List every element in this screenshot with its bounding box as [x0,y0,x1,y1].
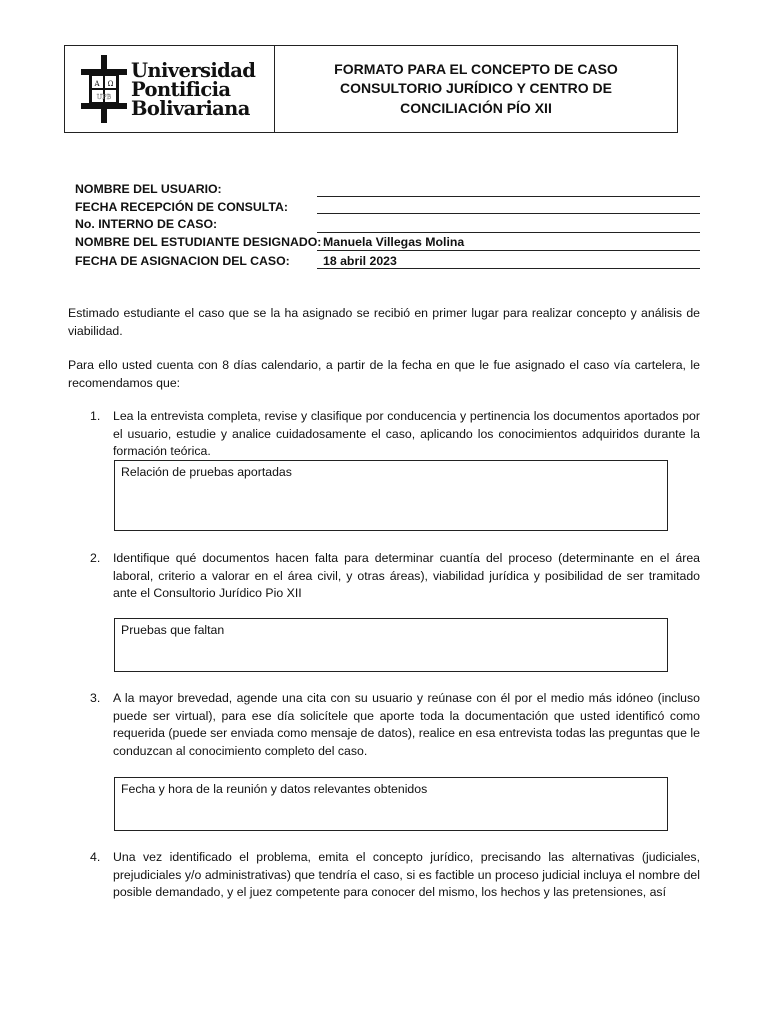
fecha-recepcion-field[interactable] [317,213,700,214]
logo-line-1: Universidad [131,58,256,82]
pruebas-faltan-box[interactable] [114,618,668,672]
list-item-text: Identifique qué documentos hacen falta para determinar cuantía del proceso (determinante en el área laboral, criterio a valorar en el área civil, y otras áreas), viabilidad jurídica y posibilidad de ser tramitado ante el Consultorio Jurídico Pio XII [113,551,700,600]
logo-line-2: Pontificia [131,77,231,101]
intro-paragraph: Estimado estudiante el caso que se la ha asignado se recibió en primer lugar para realizar concepto y análisis de viabilidad. [68,306,700,338]
usuario-field[interactable] [317,196,700,197]
university-logo [65,46,275,132]
list-item-text: A la mayor brevedad, agende una cita con su usuario y reúnase con él por el medio más idóneo (incluso puede ser virtual), para ese día solicítele que aporte toda la documentación que usted identificó como requerida (puede ser enviada como mensaje de datos), realice en esa entrevista todas las preguntas que le conduzcan al conocimiento completo del caso. [113,691,700,758]
list-item [90,550,700,603]
pruebas-faltan-label: Pruebas que faltan [121,623,225,637]
document-header [64,45,678,133]
usuario-label: NOMBRE DEL USUARIO: [75,182,222,196]
list-item [90,408,700,461]
logo-line-3: Bolivariana [131,96,250,120]
list-item [90,849,700,902]
university-name [131,58,256,120]
list-item-number: 1. [90,409,101,423]
university-emblem-icon [81,55,127,123]
list-item [90,690,700,760]
list-item-text: Una vez identificado el problema, emita el concepto jurídico, precisando las alternativas (judiciales, prejudiciales y/o administrativas) que tendría el caso, si es factible un proceso judicial incluya el nombre del posible demandado, y el juez competente para conocer del mismo, los hechos y las pretensiones, así [113,850,700,899]
asignacion-value[interactable]: 18 abril 2023 [323,254,397,268]
estudiante-value[interactable]: Manuela Villegas Molina [323,235,465,249]
emblem-upb: UPB [96,93,112,101]
interno-label: No. INTERNO DE CASO: [75,217,218,231]
interno-field[interactable] [317,232,700,233]
estudiante-label: NOMBRE DEL ESTUDIANTE DESIGNADO: [75,235,322,249]
list-item-number: 3. [90,691,101,705]
reunion-label: Fecha y hora de la reunión y datos relevantes obtenidos [121,782,428,796]
plazo-paragraph: Para ello usted cuenta con 8 días calendario, a partir de la fecha en que le fue asignado el caso vía cartelera, le recomendamos que: [68,358,700,390]
list-item-number: 2. [90,551,101,565]
title-line-2: CONSULTORIO JURÍDICO Y CENTRO DE [340,80,612,97]
title-line-3: CONCILIACIÓN PÍO XII [400,99,552,116]
emblem-omega: Ω [107,80,114,88]
reunion-box[interactable] [114,777,668,831]
fecha-recepcion-label: FECHA RECEPCIÓN DE CONSULTA: [75,200,288,214]
emblem-alpha: A [94,80,100,88]
asignacion-label: FECHA DE ASIGNACION DEL CASO: [75,254,290,268]
document-title [275,46,677,132]
list-item-text: Lea la entrevista completa, revise y clasifique por conducencia y pertinencia los documentos aportados por el usuario, estudie y analice cuidadosamente el caso, aplicando los conocimientos adquiridos durante la formación teórica. [113,409,700,458]
pruebas-aportadas-label: Relación de pruebas aportadas [121,465,292,479]
pruebas-aportadas-box[interactable] [114,460,668,531]
title-line-1: FORMATO PARA EL CONCEPTO DE CASO [334,60,618,77]
estudiante-field [317,250,700,251]
list-item-number: 4. [90,850,101,864]
asignacion-field [317,268,700,269]
